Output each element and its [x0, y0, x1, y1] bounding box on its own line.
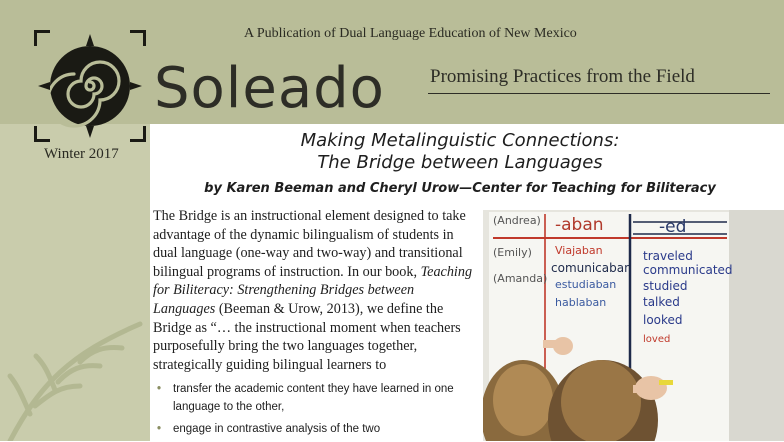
english-word: traveled: [643, 249, 693, 263]
column-header-right: -ed: [659, 217, 687, 237]
headline-line-1: Making Metalinguistic Connections:: [300, 130, 620, 151]
article-paragraph: [153, 207, 475, 374]
newsletter-tagline: Promising Practices from the Field: [430, 66, 695, 87]
headline-line-2: The Bridge between Languages: [317, 152, 603, 173]
spiral-sun-logo-icon: [34, 30, 146, 142]
article-byline: by Karen Beeman and Cheryl Urow—Center for Teaching for Biliteracy: [204, 181, 716, 196]
bullet-text: transfer the academic content they have learned in one language to the other,: [173, 383, 454, 414]
classroom-photo: [483, 210, 784, 441]
column-header-left: -aban: [555, 215, 604, 235]
english-word: communicated: [643, 263, 733, 277]
tagline-divider: [428, 93, 770, 94]
chart-paper-photo-icon: [483, 210, 784, 441]
fern-decoration-icon: [0, 124, 150, 441]
book-title: Teaching for Biliteracy: Strengthening Bridges between Languages: [153, 263, 473, 317]
english-word: studied: [643, 279, 688, 293]
list-item: [153, 380, 475, 416]
student-name: (Emily): [493, 246, 532, 259]
newsletter-title: Soleado: [154, 56, 385, 121]
spanish-word: comunicaban: [551, 261, 632, 275]
spanish-word: Viajaban: [555, 244, 603, 257]
bullet-icon: •: [157, 383, 162, 396]
english-word: loved: [643, 334, 671, 345]
bullet-icon: •: [157, 423, 162, 436]
bullet-text: engage in contrastive analysis of the two: [173, 423, 381, 436]
student-name: (Andrea): [493, 214, 541, 227]
spanish-word: hablaban: [555, 296, 607, 309]
english-word: talked: [643, 295, 680, 309]
article-headline: [160, 130, 760, 174]
article-body: [153, 207, 475, 442]
bullet-list: [153, 380, 475, 438]
publication-line: A Publication of Dual Language Education of New Mexico: [244, 26, 577, 41]
english-word: looked: [643, 313, 683, 327]
issue-date: Winter 2017: [44, 146, 119, 162]
spanish-word: estudiaban: [555, 278, 617, 291]
body-text-part-2: (Beeman & Urow, 2013), we define the Bridge as “… the instructional moment when teachers purposefully bring the two languages together, strategically guiding bilingual learners to: [153, 300, 461, 373]
student-name: (Amanda): [493, 272, 548, 285]
body-text-part-1: The Bridge is an instructional element designed to take advantage of the dynamic bilingualism of students in dual language (one-way and two-way) and transitional bilingual programs of instruction. In our book,: [153, 208, 466, 280]
list-item: [153, 420, 475, 438]
